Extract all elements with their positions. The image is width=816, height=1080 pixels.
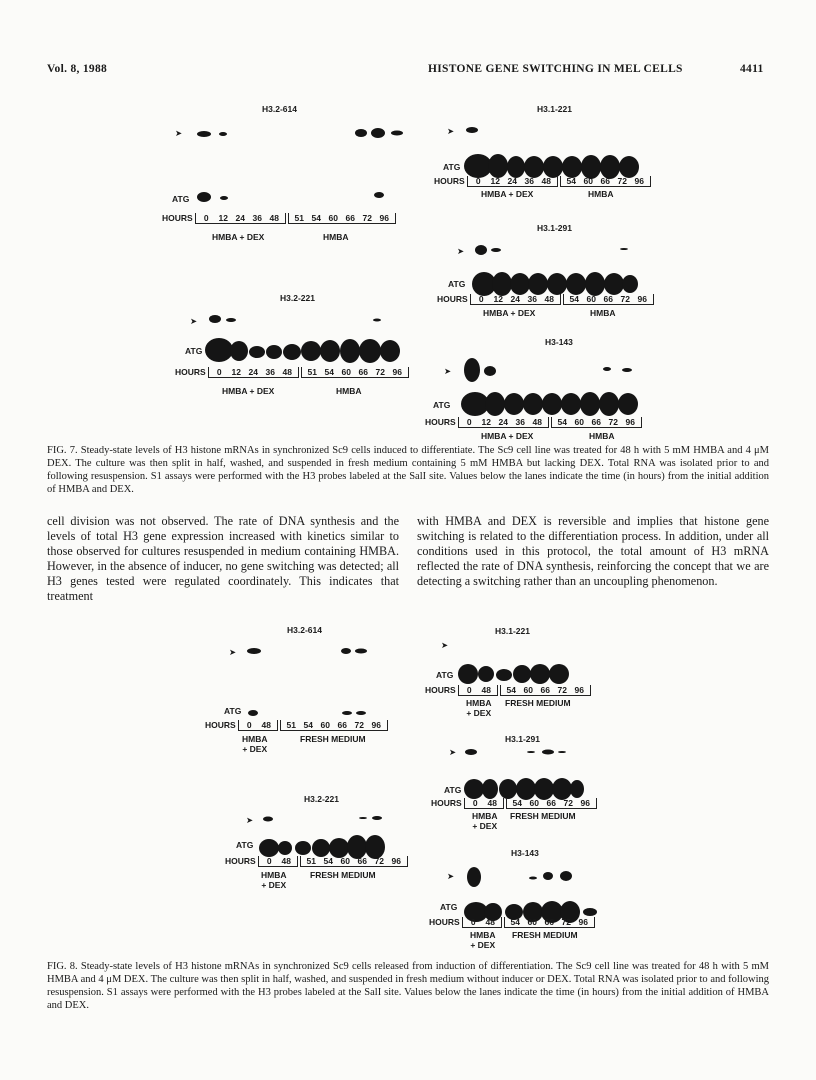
condition-label: HMBA (589, 431, 615, 441)
gel-title: H3.2-614 (287, 625, 322, 635)
hours-axis: HOURS 0 48 54 60 66 72 96 (431, 798, 597, 809)
gel-title: H3.2-614 (262, 104, 297, 114)
condition-label: FRESH MEDIUM (310, 870, 376, 880)
hours-axis: HOURS 0 48 54 60 66 72 96 (429, 917, 595, 928)
arrow-marker: ➤ (444, 366, 452, 376)
atg-label: ATG (436, 670, 454, 680)
body-text-right-column: with HMBA and DEX is reversible and implies that histone gene switching is related to the differentiation process. In addition, under all conditions used in this protocol, the total amount of H3 mRNA reflected the rate of DNA synthesis, reinforcing the concept that we are detecting a switching rather than an uncoupling phenomenon. (417, 514, 769, 588)
figure-8-caption: FIG. 8. Steady-state levels of H3 histone mRNAs in synchronized Sc9 cells released from induction of differentiation. The Sc9 cell line was treated for 48 h with 5 mM HMBA and 4 μM DEX. The culture was then split in half, washed, and suspended in fresh medium without inducer or DEX. Total RNA was isolated prior to and following resuspension. S1 assays were performed with the H3 probes labeled at the SalI site. Values below the lanes indicate the time (in hours) from the initial addition of HMBA and DEX. (47, 961, 769, 1011)
arrow-marker: ➤ (229, 647, 237, 657)
condition-label: HMBA + DEX (472, 811, 498, 831)
gel-title: H3.1-221 (495, 626, 530, 636)
gel-image (459, 356, 659, 424)
gel-image (472, 240, 652, 302)
atg-label: ATG (224, 706, 242, 716)
arrow-marker: ➤ (457, 246, 465, 256)
hours-axis: HOURS 0 48 54 60 66 72 96 (425, 685, 591, 696)
hours-axis: HOURS 0 12 24 36 48 51 54 60 66 72 96 (175, 367, 409, 378)
arrow-marker: ➤ (441, 640, 449, 650)
hours-label: HOURS (162, 213, 193, 223)
condition-label: HMBA (336, 386, 362, 396)
condition-label: HMBA + DEX (261, 870, 287, 890)
condition-label: HMBA (323, 232, 349, 242)
gel-image (190, 124, 420, 214)
condition-label: HMBA + DEX (242, 734, 268, 754)
arrow-marker: ➤ (447, 871, 455, 881)
figure-7 (0, 0, 816, 440)
gel-image (205, 310, 415, 370)
atg-label: ATG (236, 840, 254, 850)
hours-axis: HOURS 0 12 24 36 48 54 60 66 72 96 (434, 176, 651, 187)
figure-8 (0, 610, 816, 960)
condition-label: HMBA + DEX (483, 308, 536, 318)
running-title: HISTONE GENE SWITCHING IN MEL CELLS (428, 63, 683, 75)
atg-label: ATG (443, 162, 461, 172)
gel-title: H3-143 (545, 337, 573, 347)
condition-label: FRESH MEDIUM (510, 811, 576, 821)
hours-axis: HOURS 0 12 24 36 48 54 60 66 72 96 (437, 294, 654, 305)
atg-label: ATG (448, 279, 466, 289)
condition-label: HMBA (590, 308, 616, 318)
page-number: 4411 (740, 63, 764, 75)
gel-title: H3.1-291 (505, 734, 540, 744)
gel-title: H3.2-221 (280, 293, 315, 303)
condition-label: FRESH MEDIUM (300, 734, 366, 744)
gel-title: H3-143 (511, 848, 539, 858)
arrow-marker: ➤ (175, 128, 183, 138)
condition-label: HMBA + DEX (470, 930, 496, 950)
journal-volume: Vol. 8, 1988 (47, 63, 108, 75)
hours-axis: HOURS 0 12 24 36 48 54 60 66 72 96 (425, 417, 642, 428)
gel-image (244, 644, 384, 724)
arrow-marker: ➤ (190, 316, 198, 326)
condition-label: HMBA + DEX (222, 386, 275, 396)
hours-axis: HOURS 0 48 51 54 60 66 72 96 (205, 720, 388, 731)
condition-label: HMBA + DEX (466, 698, 492, 718)
hours-axis: HOURS 0 12 24 36 48 51 54 60 66 72 96 (162, 213, 396, 224)
arrow-marker: ➤ (246, 815, 254, 825)
atg-label: ATG (185, 346, 203, 356)
hours-axis: HOURS 0 48 51 54 60 66 72 96 (225, 856, 408, 867)
body-text-left-column: cell division was not observed. The rate of DNA synthesis and the levels of total H3 gene expression increased with kinetics similar to those observed for cultures resuspended in medium containing HMBA. However, in the absence of inducer, no gene switching was detected; all H3 genes tested were regulated coordinately. This indicates that treatment (47, 514, 399, 603)
atg-label: ATG (433, 400, 451, 410)
condition-label: FRESH MEDIUM (512, 930, 578, 940)
atg-label: ATG (440, 902, 458, 912)
figure-7-caption: FIG. 7. Steady-state levels of H3 histone mRNAs in synchronized Sc9 cells induced to differentiate. The Sc9 cell line was treated for 48 h with 5 mM HMBA and 4 μM DEX. The culture was then split in half, washed, and suspended in fresh medium containing 5 mM HMBA but lacking DEX. Total RNA was isolated prior to and following resuspension. S1 assays were performed with the H3 probes labeled at the SalI site. Values below the lanes indicate the time (in hours) from the initial addition of HMBA and DEX. (47, 445, 769, 495)
arrow-marker: ➤ (449, 747, 457, 757)
gel-title: H3.1-221 (537, 104, 572, 114)
condition-label: HMBA + DEX (481, 189, 534, 199)
gel-title: H3.2-221 (304, 794, 339, 804)
condition-label: HMBA + DEX (212, 232, 265, 242)
arrow-marker: ➤ (447, 126, 455, 136)
condition-label: FRESH MEDIUM (505, 698, 571, 708)
condition-label: HMBA + DEX (481, 431, 534, 441)
atg-label: ATG (172, 194, 190, 204)
atg-label: ATG (444, 785, 462, 795)
gel-title: H3.1-291 (537, 223, 572, 233)
gel-image (462, 122, 652, 182)
condition-label: HMBA (588, 189, 614, 199)
